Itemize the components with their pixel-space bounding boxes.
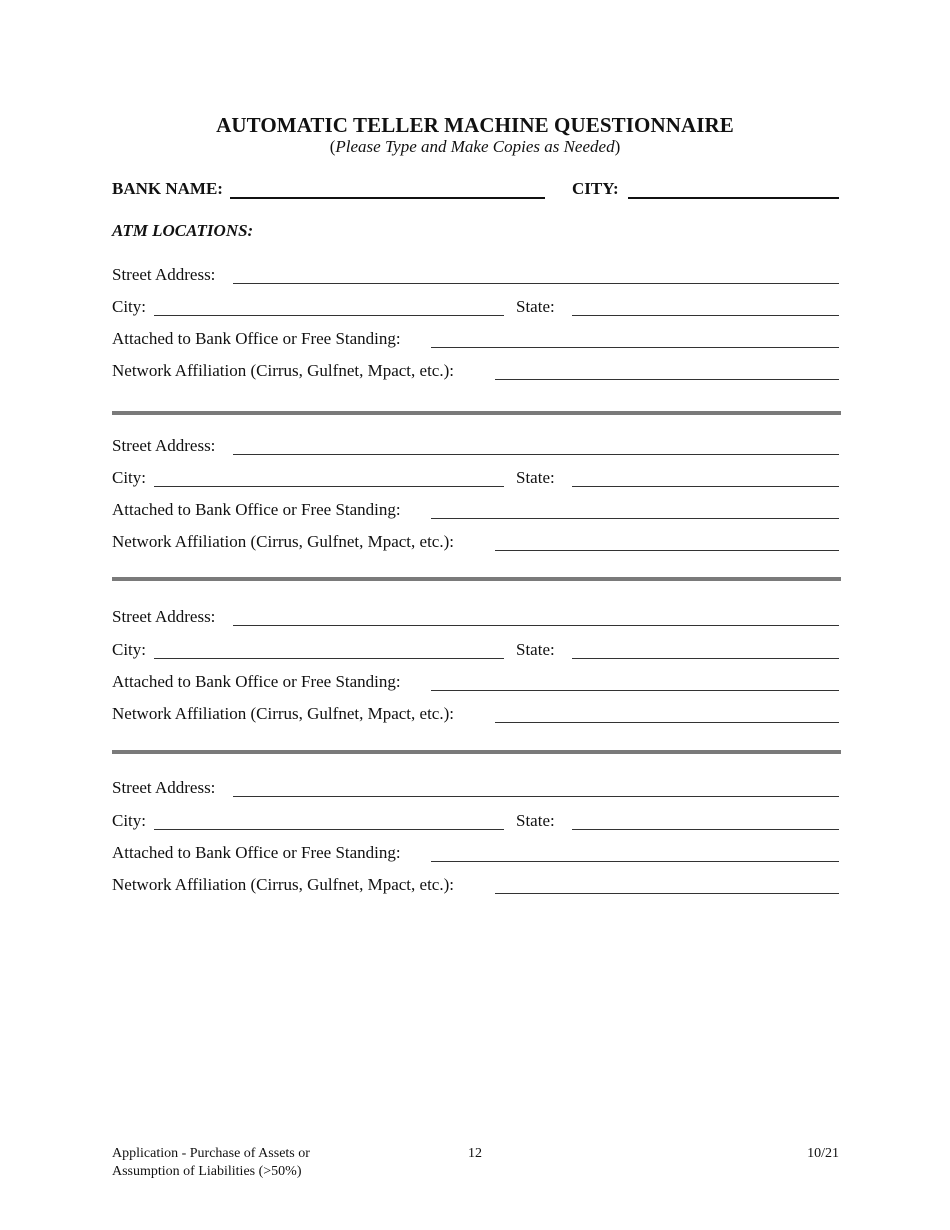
attached-field[interactable]: [431, 861, 839, 862]
bank-city-field[interactable]: [628, 197, 839, 199]
attached-label: Attached to Bank Office or Free Standing:: [112, 672, 401, 691]
attached-field[interactable]: [431, 347, 839, 348]
network-affiliation-label: Network Affiliation (Cirrus, Gulfnet, Mpact, etc.):: [112, 532, 454, 551]
section-divider: [112, 577, 841, 581]
form-title: AUTOMATIC TELLER MACHINE QUESTIONNAIRE: [216, 113, 734, 137]
city-label: City:: [112, 297, 147, 316]
attached-label: Attached to Bank Office or Free Standing:: [112, 329, 401, 348]
street-address-field[interactable]: [233, 625, 839, 626]
footer-line-2: Assumption of Liabilities (>50%): [112, 1164, 302, 1179]
street-address-field[interactable]: [233, 796, 839, 797]
street-address-label: Street Address:: [112, 436, 216, 455]
state-label: State:: [516, 468, 555, 487]
section-divider: [112, 750, 841, 754]
bank-city-label: CITY:: [572, 179, 619, 198]
city-field[interactable]: [154, 829, 504, 830]
city-field[interactable]: [154, 315, 504, 316]
subtitle-open-paren: (: [329, 137, 336, 156]
page-number: 12: [468, 1146, 482, 1161]
subtitle-close-paren: ): [614, 137, 621, 156]
section-divider: [112, 411, 841, 415]
state-field[interactable]: [572, 829, 839, 830]
street-address-field[interactable]: [233, 454, 839, 455]
state-field[interactable]: [572, 315, 839, 316]
city-label: City:: [112, 811, 147, 830]
footer-line-1: Application - Purchase of Assets or: [112, 1146, 310, 1161]
network-affiliation-field[interactable]: [495, 550, 839, 551]
city-label: City:: [112, 640, 147, 659]
city-field[interactable]: [154, 658, 504, 659]
network-affiliation-label: Network Affiliation (Cirrus, Gulfnet, Mpact, etc.):: [112, 704, 454, 723]
state-field[interactable]: [572, 486, 839, 487]
city-label: City:: [112, 468, 147, 487]
network-affiliation-field[interactable]: [495, 893, 839, 894]
street-address-label: Street Address:: [112, 778, 216, 797]
revision-date: 10/21: [807, 1146, 839, 1161]
attached-field[interactable]: [431, 690, 839, 691]
bank-name-label: BANK NAME:: [112, 179, 223, 198]
street-address-field[interactable]: [233, 283, 839, 284]
city-field[interactable]: [154, 486, 504, 487]
network-affiliation-label: Network Affiliation (Cirrus, Gulfnet, Mpact, etc.):: [112, 361, 454, 380]
state-label: State:: [516, 297, 555, 316]
subtitle-instructions: Please Type and Make Copies as Needed: [335, 137, 615, 156]
network-affiliation-label: Network Affiliation (Cirrus, Gulfnet, Mpact, etc.):: [112, 875, 454, 894]
atm-locations-heading: ATM LOCATIONS:: [112, 221, 254, 240]
attached-label: Attached to Bank Office or Free Standing:: [112, 500, 401, 519]
network-affiliation-field[interactable]: [495, 722, 839, 723]
bank-name-field[interactable]: [230, 197, 545, 199]
street-address-label: Street Address:: [112, 607, 216, 626]
attached-label: Attached to Bank Office or Free Standing:: [112, 843, 401, 862]
street-address-label: Street Address:: [112, 265, 216, 284]
state-label: State:: [516, 811, 555, 830]
state-label: State:: [516, 640, 555, 659]
form-subtitle: [0, 137, 950, 157]
network-affiliation-field[interactable]: [495, 379, 839, 380]
state-field[interactable]: [572, 658, 839, 659]
attached-field[interactable]: [431, 518, 839, 519]
